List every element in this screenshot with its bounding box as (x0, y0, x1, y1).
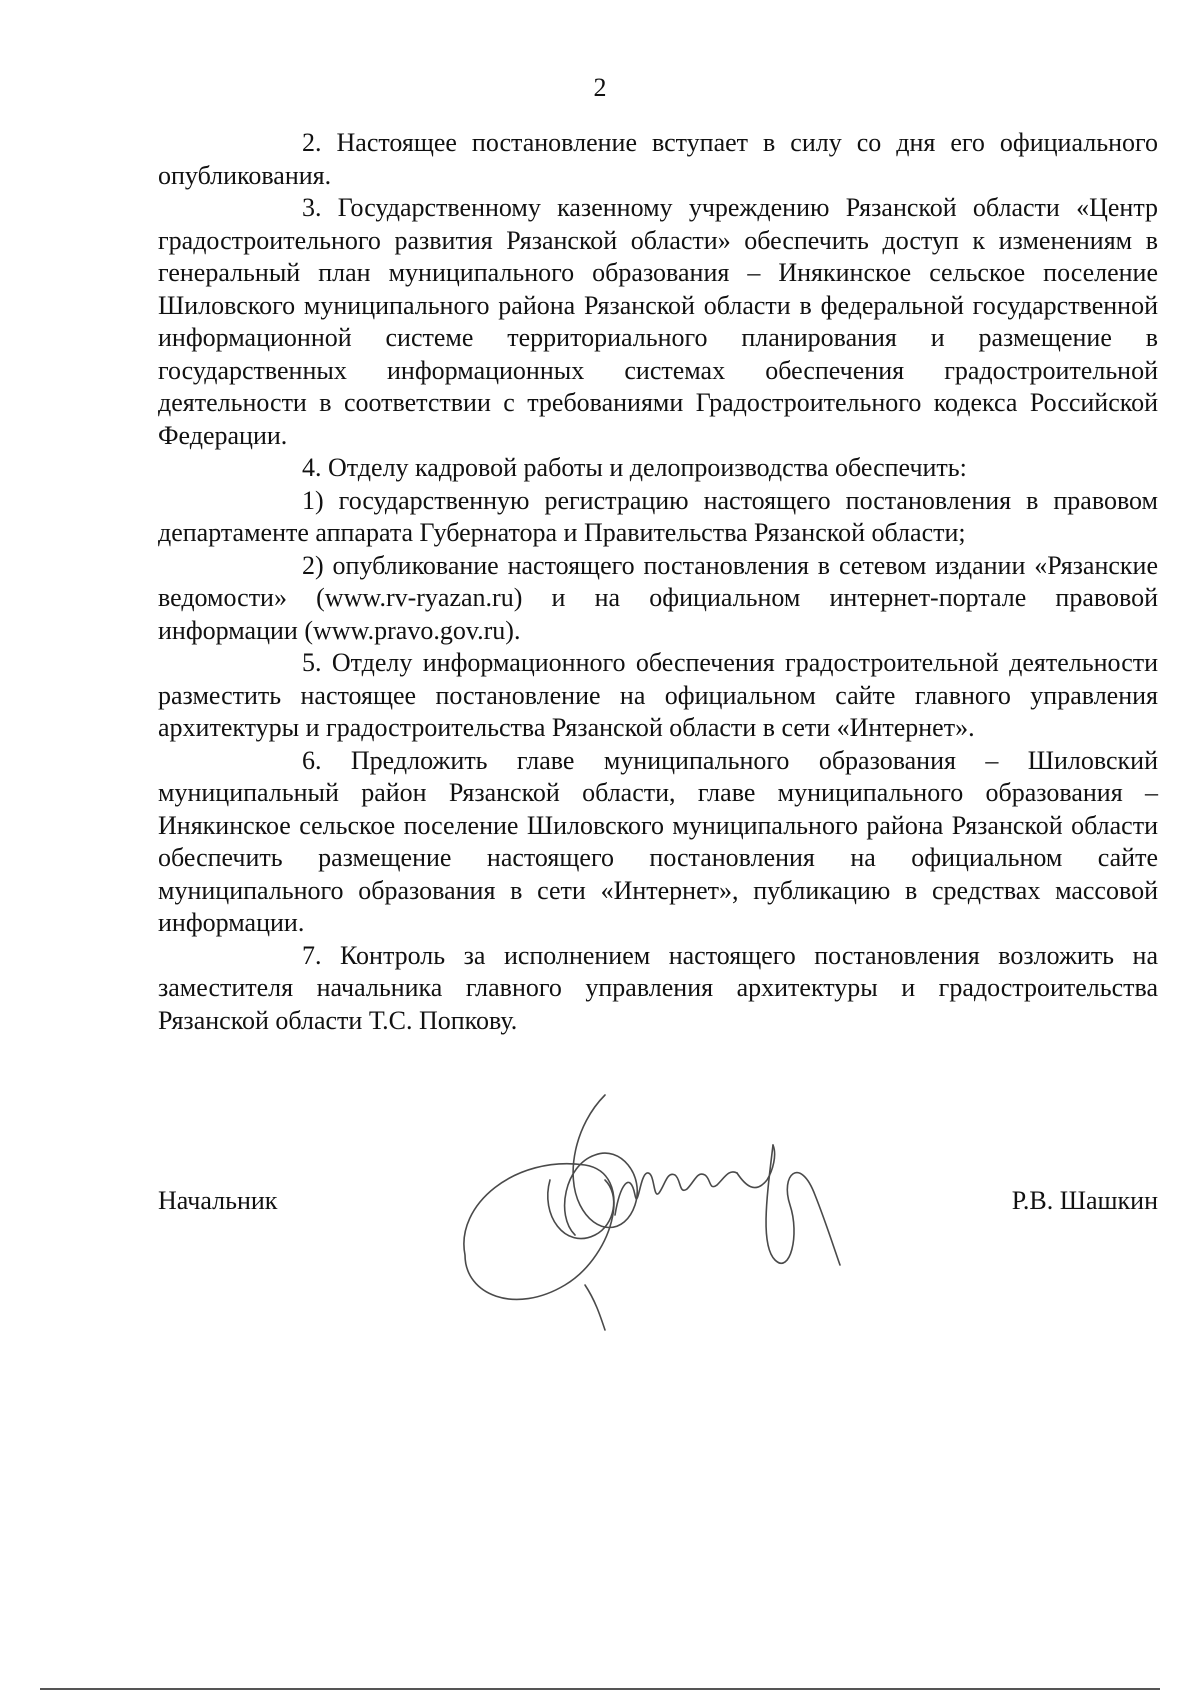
signatory-name: Р.В. Шашкин (1011, 1186, 1158, 1215)
signatory-title: Начальник (158, 1186, 278, 1215)
paragraph-text: Контроль за исполнением настоящего постановления возложить на заместителя начальника главного управления архитектуры и градостроительства Рязанской области Т.С. Попкову. (158, 940, 1158, 1035)
paragraph-number: 2) (302, 550, 324, 580)
paragraph-3 (158, 192, 1158, 452)
paragraph-number: 2. (302, 128, 322, 157)
paragraph-text: государственную регистрацию настоящего постановления в правовом департаменте аппарата Губернатора и Правительства Рязанской области; (158, 485, 1158, 547)
paragraph-number: 6. (302, 745, 322, 775)
paragraph-text: Отделу кадровой работы и делопроизводства обеспечить: (328, 453, 967, 482)
paragraph-number: 7. (302, 940, 322, 970)
paragraph-4 (158, 452, 1158, 485)
document-body (158, 127, 1158, 1037)
paragraph-number: 1) (302, 485, 324, 515)
bottom-divider (40, 1688, 1160, 1690)
paragraph-text: Государственному казенному учреждению Рязанской области «Центр градостроительного развития Рязанской области» обеспечить доступ к изменениям в генеральный план муниципального образования – Инякинское сельское поселение Шиловского муниципального района Рязанской области в федеральной государственной информационной системе территориального планирования и размещение в государственных информационных системах обеспечения градостроительной деятельности в соответствии с требованиями Градостроительного кодекса Российской Федерации. (158, 193, 1159, 450)
signature-block (158, 1175, 1158, 1235)
paragraph-number: 5. (302, 648, 322, 677)
paragraph-number: 4. (302, 453, 322, 482)
paragraph-text: Отделу информационного обеспечения градостроительной деятельности разместить настоящее постановление на официальном сайте главного управления архитектуры и градостроительства Рязанской области в сети «Интернет». (158, 648, 1159, 742)
paragraph-5 (158, 647, 1158, 745)
paragraph-4-1 (158, 485, 1158, 550)
paragraph-4-2 (158, 550, 1158, 648)
paragraph-number: 3. (302, 193, 322, 222)
paragraph-text: опубликование настоящего постановления в сетевом издании «Рязанские ведомости» (www.rv-ryazan.ru) и на официальном интернет-портале правовой информации (www.pravo.gov.ru). (158, 550, 1159, 645)
paragraph-6 (158, 745, 1158, 940)
page-number: 2 (593, 73, 607, 102)
paragraph-7 (158, 940, 1158, 1038)
paragraph-text: Предложить главе муниципального образования – Шиловский муниципальный район Рязанской области, главе муниципального образования – Инякинское сельское поселение Шиловского муниципального района Рязанской области обеспечить размещение настоящего постановления на официальном сайте муниципального образования в сети «Интернет», публикацию в средствах массовой информации. (158, 745, 1159, 937)
paragraph-text: Настоящее постановление вступает в силу со дня его официального опубликования. (158, 128, 1159, 190)
paragraph-2 (158, 127, 1158, 192)
